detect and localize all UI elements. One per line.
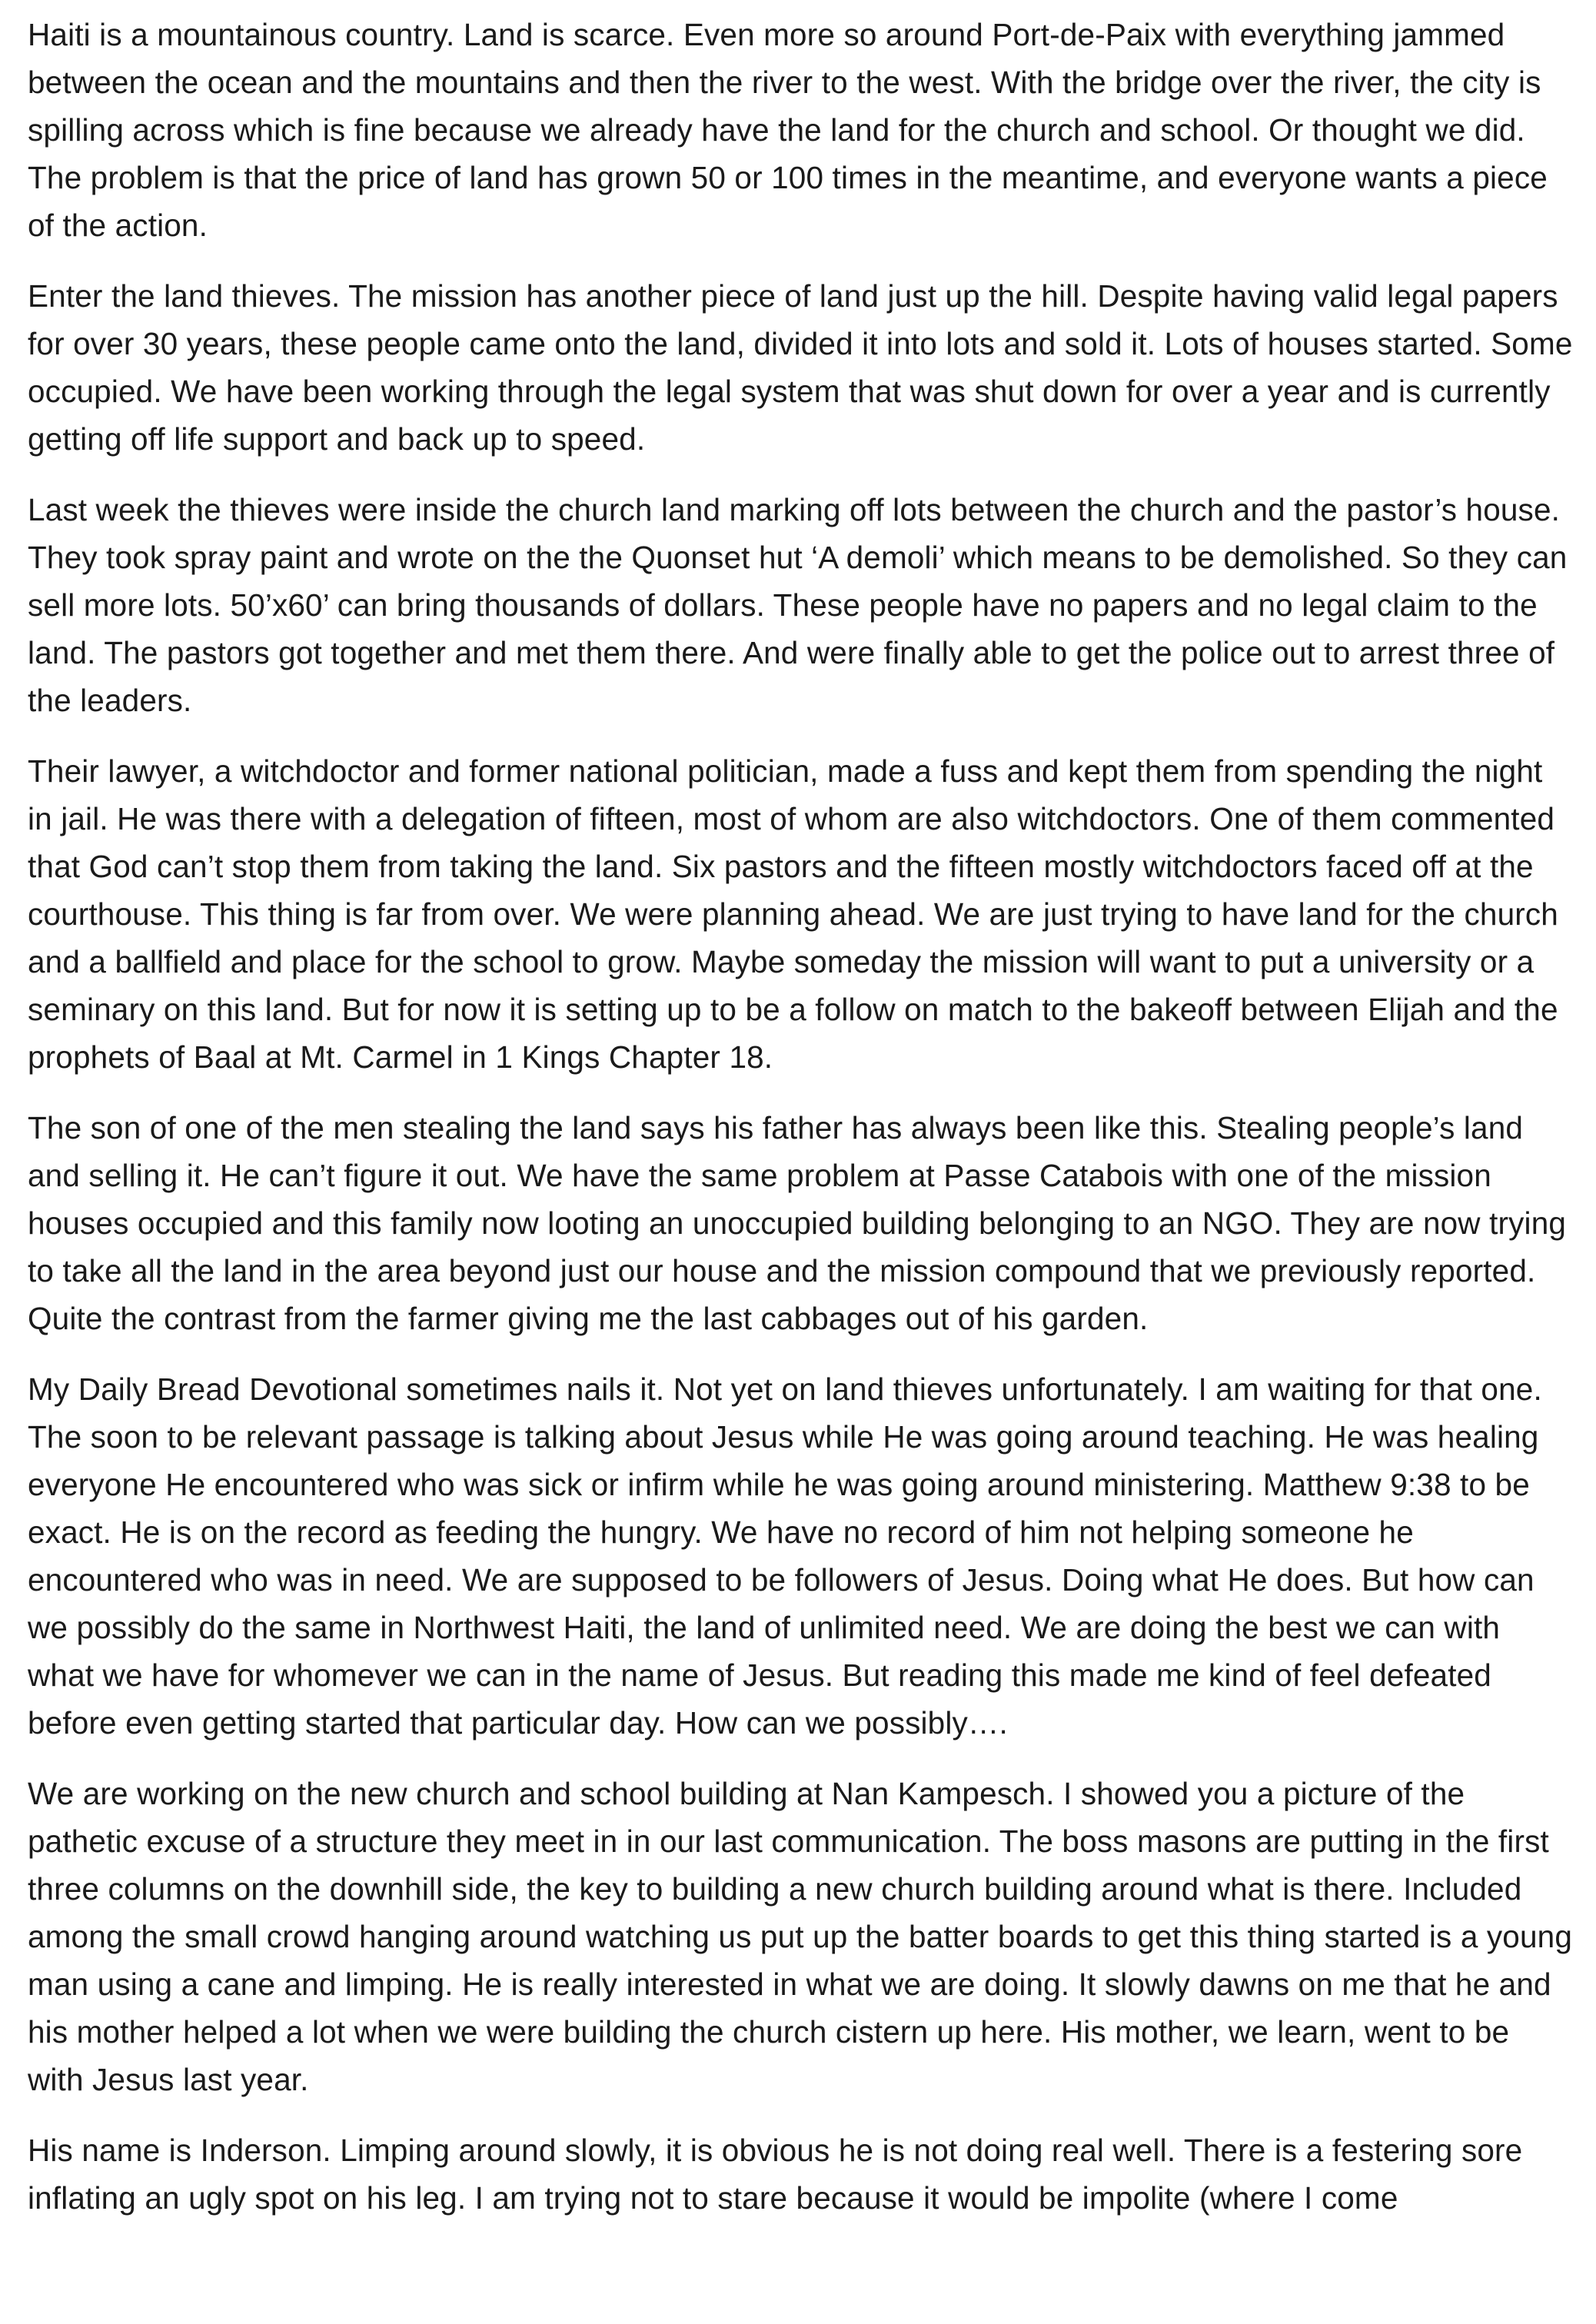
- paragraph-3: Last week the thieves were inside the church land marking off lots between the church and the pastor’s house. They took spray paint and wrote on the the Quonset hut ‘A demoli’ which means to be demolished. So they can sell more lots. 50’x60’ can bring thousands of dollars. These people have no papers and no legal claim to the land. The pastors got together and met them there. And were finally able to get the police out to arrest three of the leaders.: [28, 492, 1568, 718]
- paragraph-8: His name is Inderson. Limping around slowly, it is obvious he is not doing real well. There is a festering sore inflating an ugly spot on his leg. I am trying not to stare because it would be impolite (where I come: [28, 2133, 1523, 2216]
- paragraph-7: We are working on the new church and school building at Nan Kampesch. I showed you a picture of the pathetic excuse of a structure they meet in in our last communication. The boss masons are putting in the first three columns on the downhill side, the key to building a new church building around what is there. Included among the small crowd hanging around watching us put up the batter boards to get this thing started is a young man using a cane and limping. He is really interested in what we are doing. It slowly dawns on me that he and his mother helped a lot when we were building the church cistern up here. His mother, we learn, went to be with Jesus last year.: [28, 1776, 1572, 2097]
- paragraph-1: Haiti is a mountainous country. Land is scarce. Even more so around Port-de-Paix with everything jammed between the ocean and the mountains and then the river to the west. With the bridge over the river, the city is spilling across which is fine because we already have the land for the church and school. Or thought we did. The problem is that the price of land has grown 50 or 100 times in the meantime, and everyone wants a piece of the action.: [28, 17, 1548, 243]
- paragraph-4: Their lawyer, a witchdoctor and former national politician, made a fuss and kept them from spending the night in jail. He was there with a delegation of fifteen, most of whom are also witchdoctors. One of them commented that God can’t stop them from taking the land. Six pastors and the fifteen mostly witchdoctors faced off at the courthouse. This thing is far from over. We were planning ahead. We are just trying to have land for the church and a ballfield and place for the school to grow. Maybe someday the mission will want to put a university or a seminary on this land. But for now it is setting up to be a follow on match to the bakeoff between Elijah and the prophets of Baal at Mt. Carmel in 1 Kings Chapter 18.: [28, 753, 1558, 1075]
- paragraph-2: Enter the land thieves. The mission has another piece of land just up the hill. Despite having valid legal papers for over 30 years, these people came onto the land, divided it into lots and sold it. Lots of houses started. Some occupied. We have been working through the legal system that was shut down for over a year and is currently getting off life support and back up to speed.: [28, 278, 1573, 457]
- document-page: [28, 11, 1573, 2245]
- paragraph-6: My Daily Bread Devotional sometimes nails it. Not yet on land thieves unfortunately. I am waiting for that one. The soon to be relevant passage is talking about Jesus while He was going around teaching. He was healing everyone He encountered who was sick or infirm while he was going around ministering. Matthew 9:38 to be exact. He is on the record as feeding the hungry. We have no record of him not helping someone he encountered who was in need. We are supposed to be followers of Jesus. Doing what He does. But how can we possibly do the same in Northwest Haiti, the land of unlimited need. We are doing the best we can with what we have for whomever we can in the name of Jesus. But reading this made me kind of feel defeated before even getting started that particular day. How can we possibly….: [28, 1371, 1542, 1741]
- paragraph-5: The son of one of the men stealing the land says his father has always been like this. Stealing people’s land and selling it. He can’t figure it out. We have the same problem at Passe Catabois with one of the mission houses occupied and this family now looting an unoccupied building belonging to an NGO. They are now trying to take all the land in the area beyond just our house and the mission compound that we previously reported. Quite the contrast from the farmer giving me the last cabbages out of his garden.: [28, 1110, 1567, 1336]
